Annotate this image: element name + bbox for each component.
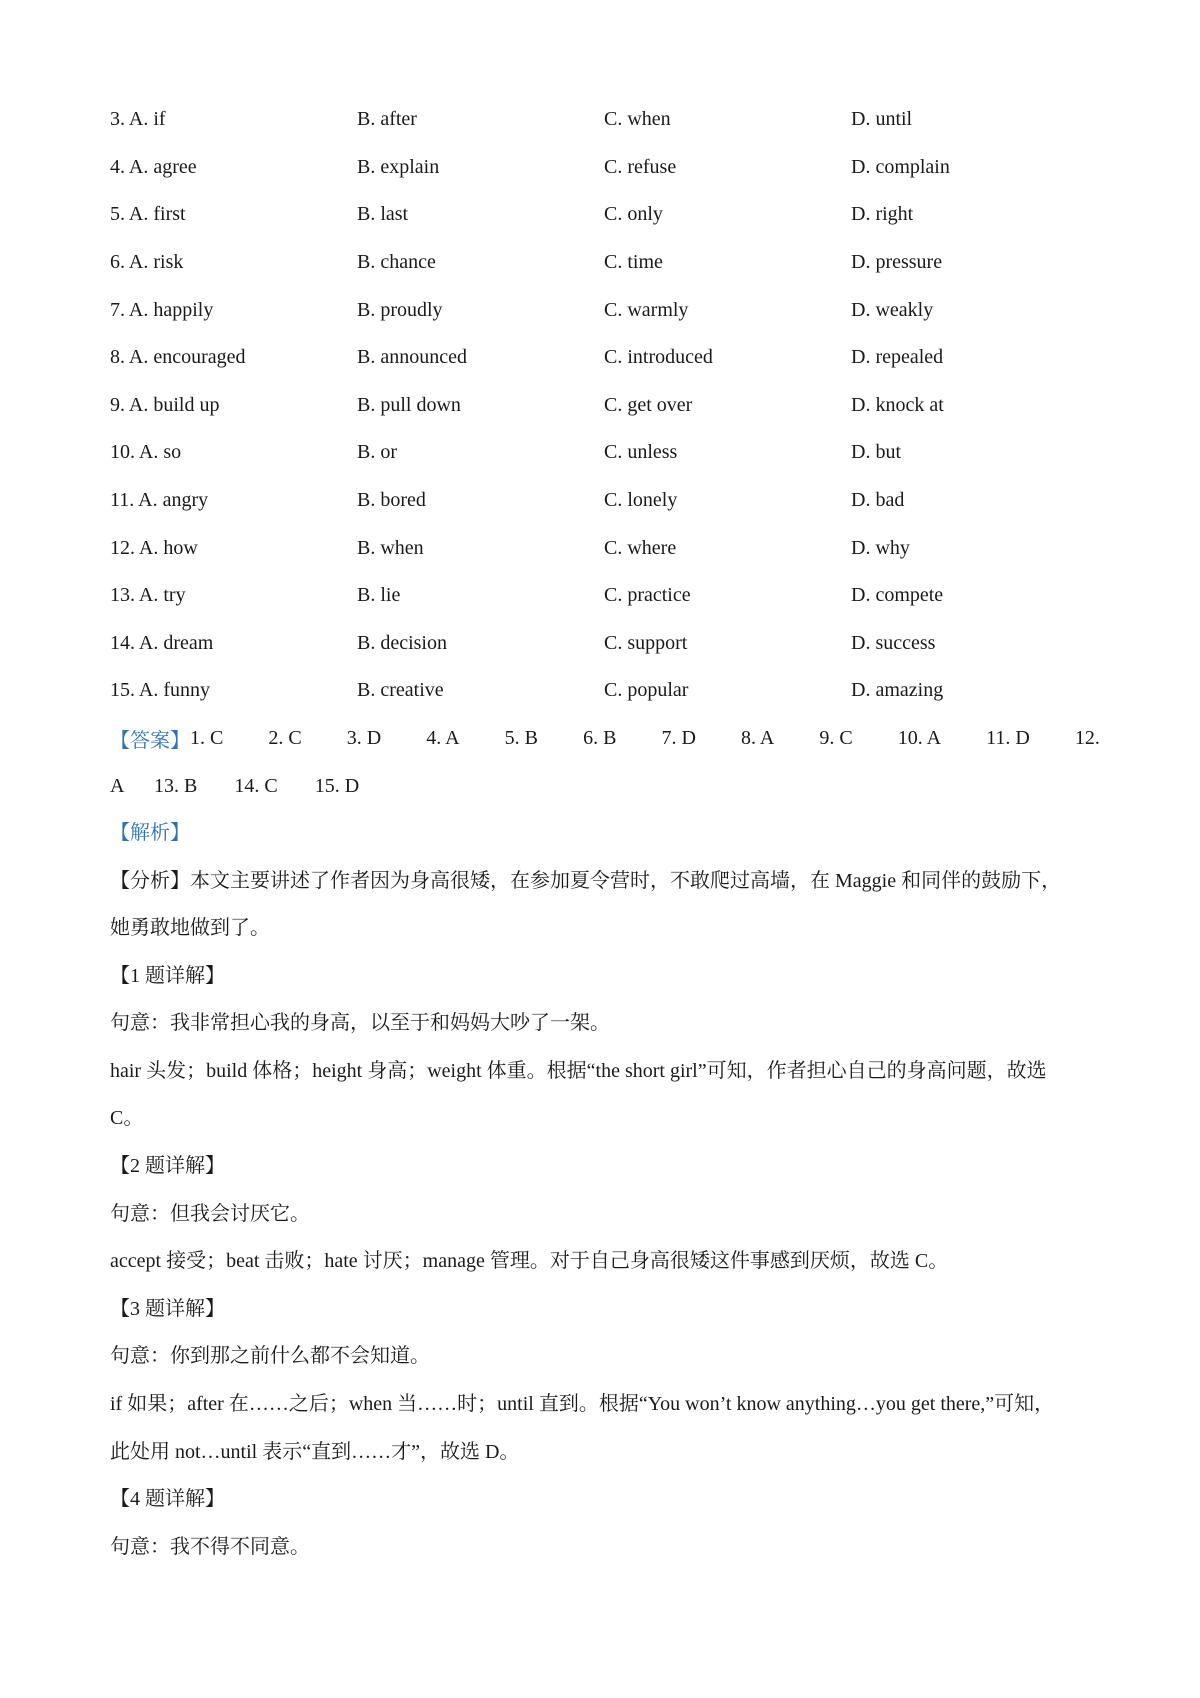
option-a-text: A. first (128, 203, 186, 226)
q3-detail-2: 此处用 not…until 表示“直到……才”，故选 D。 (110, 1440, 520, 1463)
option-a (110, 346, 357, 369)
q4-title: 【4 题详解】 (110, 1488, 225, 1511)
option-c: C. when (604, 108, 671, 131)
option-row (110, 286, 1100, 334)
option-a-text: A. encouraged (128, 346, 246, 369)
q2-detail-1: accept 接受；beat 击败；hate 讨厌；manage 管理。对于自己身高很矮这件事感到厌烦，故选 C。 (110, 1250, 949, 1273)
option-a-text: A. build up (128, 393, 220, 416)
q4-meaning: 句意：我不得不同意。 (110, 1535, 310, 1558)
q3-meaning: 句意：你到那之前什么都不会知道。 (110, 1345, 430, 1368)
answer-item: 9. C (819, 727, 853, 750)
option-d: D. pressure (851, 251, 943, 274)
question-number: 8. (110, 346, 125, 369)
page-content (110, 96, 1100, 1571)
option-b: B. bored (357, 489, 426, 512)
question-number: 12. (110, 536, 135, 559)
option-c: C. refuse (604, 155, 677, 178)
answer-line-continued (110, 762, 1100, 810)
q2-meaning: 句意：但我会讨厌它。 (110, 1202, 310, 1225)
answer-item: 10. A (897, 727, 942, 750)
q1-meaning: 句意：我非常担心我的身高，以至于和妈妈大吵了一架。 (110, 1012, 610, 1035)
option-a-text: A. if (128, 108, 166, 131)
option-d: D. knock at (851, 393, 944, 416)
option-c: C. get over (604, 393, 693, 416)
option-row (110, 382, 1100, 430)
answer-line (110, 715, 1100, 763)
option-a-text: A. try (138, 584, 186, 607)
option-a (110, 156, 357, 179)
answer-item: 2. C (268, 727, 302, 750)
option-d: D. weakly (851, 298, 934, 321)
question-number: 3. (110, 108, 125, 131)
answer-item: 12. (1074, 727, 1100, 750)
option-row (110, 477, 1100, 525)
option-c: C. only (604, 203, 663, 226)
answer-item: 4. A (426, 727, 460, 750)
answer-item: 7. D (661, 727, 696, 750)
option-c: C. lonely (604, 489, 678, 512)
option-a (110, 251, 357, 274)
answer-item: 1. C (190, 727, 224, 750)
answer-continued-first: A (110, 774, 125, 797)
answer-items-2 (154, 775, 396, 798)
answer-items (190, 727, 1100, 750)
option-b: B. last (357, 203, 409, 226)
option-a (110, 441, 357, 464)
answer-item: 14. C (234, 774, 278, 797)
option-a (110, 108, 357, 131)
option-a (110, 632, 357, 655)
answer-item: 6. B (583, 727, 617, 750)
option-a (110, 203, 357, 226)
option-b: B. proudly (357, 298, 443, 321)
option-d: D. success (851, 631, 936, 654)
option-row (110, 96, 1100, 144)
option-a (110, 537, 357, 560)
q1-detail-2: C。 (110, 1107, 144, 1130)
option-d: D. repealed (851, 346, 944, 369)
option-a-text: A. risk (128, 251, 184, 274)
option-row (110, 429, 1100, 477)
answer-item: 11. D (986, 727, 1030, 750)
question-number: 6. (110, 251, 125, 274)
summary-line-2: 她勇敢地做到了。 (110, 917, 270, 940)
option-b: B. when (357, 536, 424, 559)
question-number: 5. (110, 203, 125, 226)
option-c: C. where (604, 536, 677, 559)
answer-item: 3. D (346, 727, 382, 750)
analysis-label: 【解析】 (110, 821, 190, 844)
option-c: C. support (604, 631, 688, 654)
option-row (110, 334, 1100, 382)
question-number: 15. (110, 679, 135, 702)
option-c: C. popular (604, 679, 689, 702)
option-d: D. until (851, 108, 913, 131)
option-a-text: A. agree (128, 155, 197, 178)
question-number: 7. (110, 298, 125, 321)
option-d: D. amazing (851, 679, 944, 702)
option-a (110, 584, 357, 607)
option-a-text: A. angry (138, 489, 209, 512)
option-row (110, 144, 1100, 192)
option-c: C. practice (604, 584, 691, 607)
option-b: B. explain (357, 155, 440, 178)
answer-item: 15. D (314, 774, 360, 797)
option-a-text: A. so (138, 441, 182, 464)
option-d: D. but (851, 441, 901, 464)
option-b: B. announced (357, 346, 467, 369)
answer-item: 13. B (154, 774, 198, 797)
answer-item: 8. A (740, 727, 775, 750)
option-b: B. or (357, 441, 397, 464)
option-d: D. why (851, 536, 910, 559)
option-c: C. introduced (604, 346, 713, 369)
option-d: D. complain (851, 155, 950, 178)
question-number: 13. (110, 584, 135, 607)
option-a (110, 489, 357, 512)
option-row (110, 239, 1100, 287)
q3-title: 【3 题详解】 (110, 1297, 225, 1320)
option-a-text: A. happily (128, 298, 214, 321)
option-row (110, 524, 1100, 572)
question-number: 4. (110, 155, 125, 178)
answer-item: 5. B (504, 727, 539, 750)
option-c: C. time (604, 251, 663, 274)
question-number: 14. (110, 631, 135, 654)
q2-title: 【2 题详解】 (110, 1155, 225, 1178)
option-c: C. warmly (604, 298, 689, 321)
option-d: D. bad (851, 489, 905, 512)
option-a (110, 394, 357, 417)
option-a-text: A. funny (138, 679, 211, 702)
q1-detail-1: hair 头发；build 体格；height 身高；weight 体重。根据“the short girl”可知，作者担心自己的身高问题，故选 (110, 1059, 1047, 1082)
question-number: 11. (110, 489, 135, 512)
option-a (110, 299, 357, 322)
question-number: 10. (110, 441, 135, 464)
option-b: B. after (357, 108, 417, 131)
option-a-text: A. how (138, 536, 198, 559)
answer-label: 【答案】 (110, 730, 190, 753)
option-b: B. lie (357, 584, 401, 607)
option-d: D. compete (851, 584, 944, 607)
option-row (110, 620, 1100, 668)
option-b: B. chance (357, 251, 436, 274)
option-b: B. decision (357, 631, 447, 654)
option-row (110, 667, 1100, 715)
option-c: C. unless (604, 441, 678, 464)
option-row (110, 191, 1100, 239)
option-b: B. pull down (357, 393, 461, 416)
option-a (110, 679, 357, 702)
question-number: 9. (110, 393, 125, 416)
option-row (110, 572, 1100, 620)
options-list (110, 96, 1100, 715)
summary-line-1: 【分析】本文主要讲述了作者因为身高很矮，在参加夏令营时，不敢爬过高墙，在 Maggie 和同伴的鼓励下， (110, 869, 1062, 892)
option-a-text: A. dream (138, 631, 214, 654)
q3-detail-1: if 如果；after 在……之后；when 当……时；until 直到。根据“You won’t know anything…you get there,”可知， (110, 1393, 1055, 1416)
q1-title: 【1 题详解】 (110, 964, 225, 987)
option-b: B. creative (357, 679, 444, 702)
option-d: D. right (851, 203, 914, 226)
